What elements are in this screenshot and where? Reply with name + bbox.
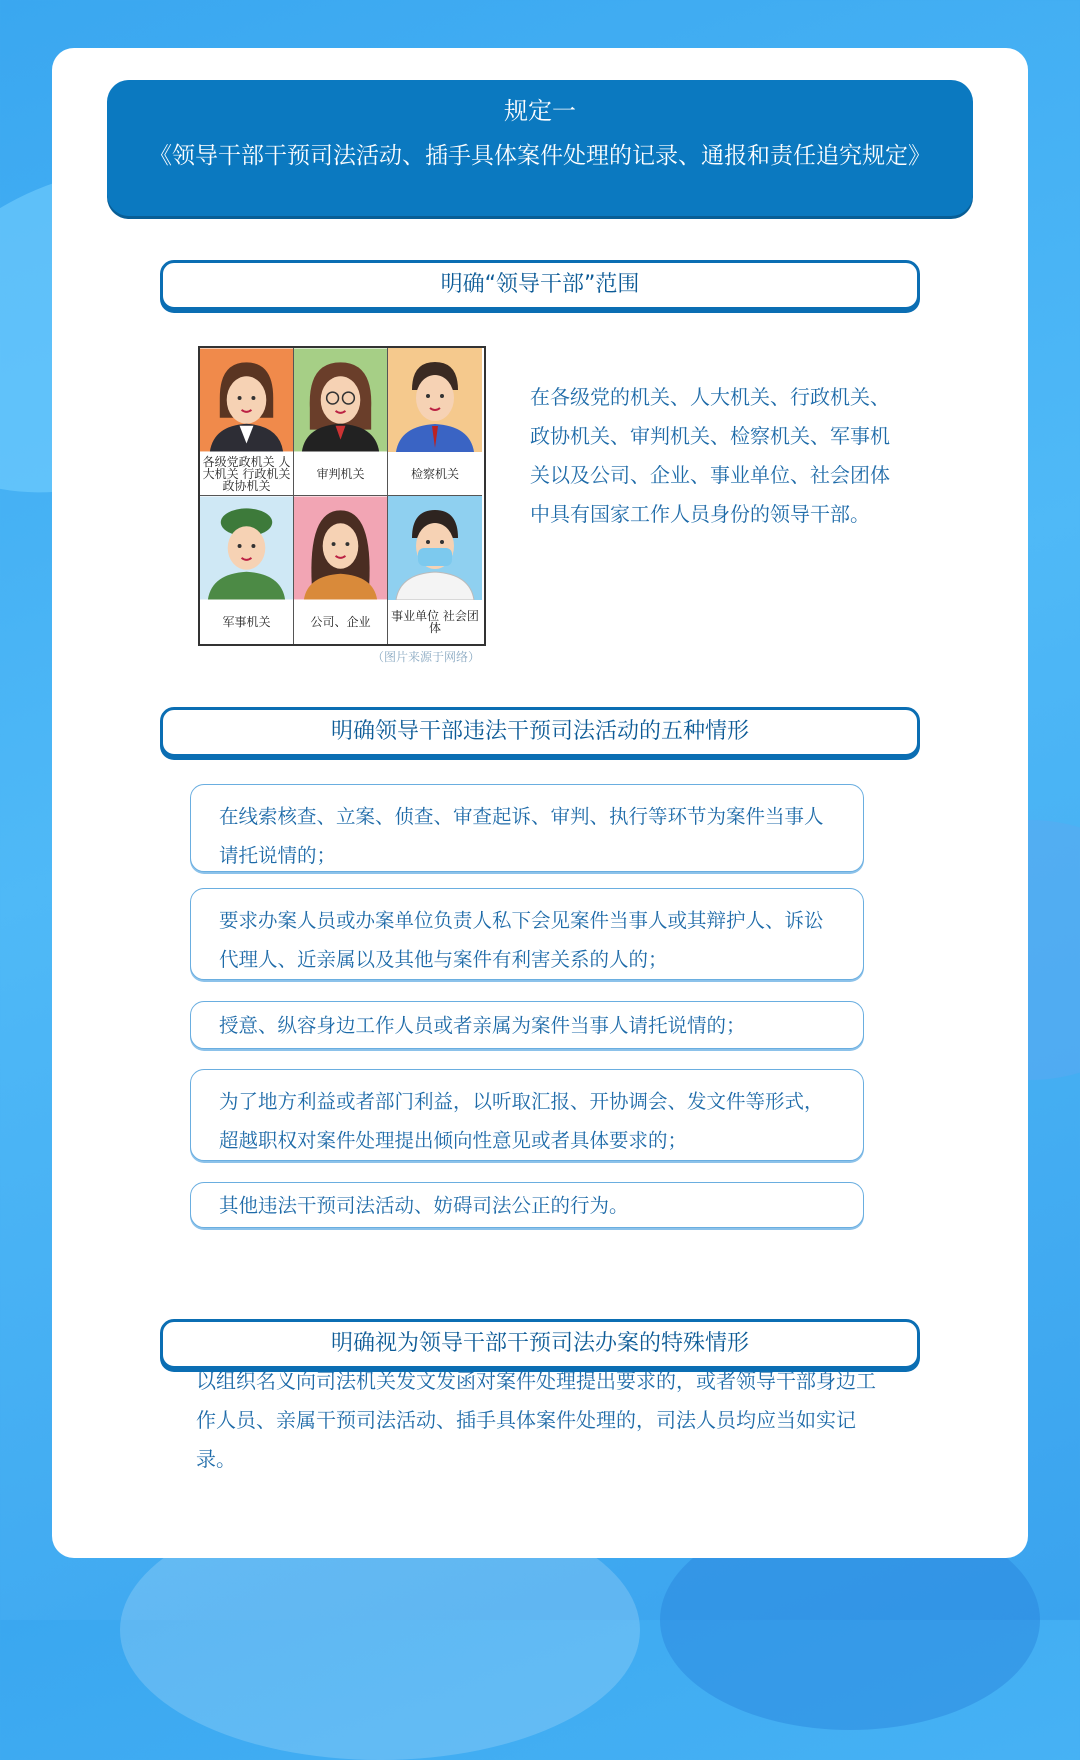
caption-party-organs: 各级党政机关 人大机关 行政机关 政协机关 — [202, 454, 291, 493]
caption-procuratorate: 检察机关 — [410, 466, 459, 481]
section-title-five-cases: 明确领导干部违法干预司法活动的五种情形 — [160, 707, 920, 757]
image-credit: （图片来源于网络） — [372, 650, 481, 664]
list-item: 其他违法干预司法活动、妨碍司法公正的行为。 — [190, 1182, 864, 1228]
illustration-cell — [294, 496, 388, 644]
company-woman-illustration — [294, 496, 387, 600]
section-title-special-cases: 明确视为领导干部干预司法办案的特殊情形 — [160, 1319, 920, 1369]
soldier-illustration — [200, 496, 293, 600]
caption-company: 公司、企业 — [310, 615, 371, 629]
illustration-cell — [388, 496, 482, 644]
list-item: 为了地方利益或者部门利益，以听取汇报、开协调会、发文件等形式，超越职权对案件处理提出倾向性意见或者具体要求的； — [190, 1069, 864, 1161]
list-item: 授意、纵容身边工作人员或者亲属为案件当事人请托说情的； — [190, 1001, 864, 1049]
list-item: 在线索核查、立案、侦查、审查起诉、审判、执行等环节为案件当事人请托说情的； — [190, 784, 864, 872]
illustration-cell — [200, 496, 294, 644]
prosecutor-illustration — [388, 348, 482, 452]
list-item: 要求办案人员或办案单位负责人私下会见案件当事人或其辩护人、诉讼代理人、近亲属以及其他与案件有利害关系的人的； — [190, 888, 864, 980]
content-card — [52, 48, 1028, 1558]
section-title-scope: 明确“领导干部”范围 — [160, 260, 920, 310]
judge-illustration — [294, 348, 387, 452]
illustration-cell — [388, 348, 482, 496]
header-title: 规定一 — [504, 97, 576, 125]
scope-description: 在各级党的机关、人大机关、行政机关、政协机关、审判机关、检察机关、军事机关以及公司、企业、事业单位、社会团体中具有国家工作人员身份的领导干部。 — [530, 385, 890, 526]
caption-judicial-organs: 审判机关 — [316, 466, 365, 481]
doctor-illustration — [388, 496, 482, 600]
caption-military: 军事机关 — [222, 615, 271, 629]
illustration-cell — [294, 348, 388, 496]
special-cases-description: 以组织名义向司法机关发文发函对案件处理提出要求的，或者领导干部身边工作人员、亲属干预司法活动、插手具体案件处理的，司法人员均应当如实记录。 — [196, 1369, 876, 1471]
header-subtitle: 《领导干部干预司法活动、插手具体案件处理的记录、通报和责任追究规定》 — [149, 143, 931, 169]
official-woman-illustration — [200, 348, 293, 452]
caption-institutions: 事业单位 社会团体 — [391, 609, 479, 635]
illustration-grid — [198, 346, 486, 646]
illustration-cell — [200, 348, 294, 496]
header-banner — [107, 80, 973, 216]
